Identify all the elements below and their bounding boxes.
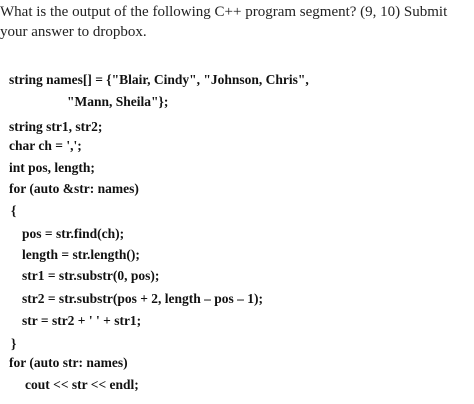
code-line: pos = str.find(ch);	[22, 226, 125, 241]
code-line: char ch = ',';	[9, 138, 82, 153]
question-line-1: What is the output of the following C++ program segment? (9, 10) Submit	[0, 4, 448, 20]
code-line: {	[11, 203, 17, 218]
code-line: str2 = str.substr(pos + 2, length – pos – 1);	[22, 291, 264, 306]
question-line-2: your answer to dropbox.	[0, 24, 147, 40]
code-line: int pos, length;	[9, 160, 95, 175]
question-text	[0, 2, 470, 42]
code-line: str = str2 + ' ' + str1;	[22, 313, 142, 328]
code-line: string names[] = {"Blair, Cindy", "Johnson, Chris",	[9, 72, 309, 87]
code-line: cout << str << endl;	[25, 377, 139, 392]
code-line: for (auto &str: names)	[9, 181, 139, 196]
code-line: for (auto str: names)	[9, 355, 128, 370]
code-line: str1 = str.substr(0, pos);	[22, 268, 160, 283]
code-line: "Mann, Sheila"};	[67, 94, 169, 109]
code-line: length = str.length();	[22, 247, 140, 262]
code-line: string str1, str2;	[9, 119, 103, 134]
code-line: }	[11, 336, 17, 351]
